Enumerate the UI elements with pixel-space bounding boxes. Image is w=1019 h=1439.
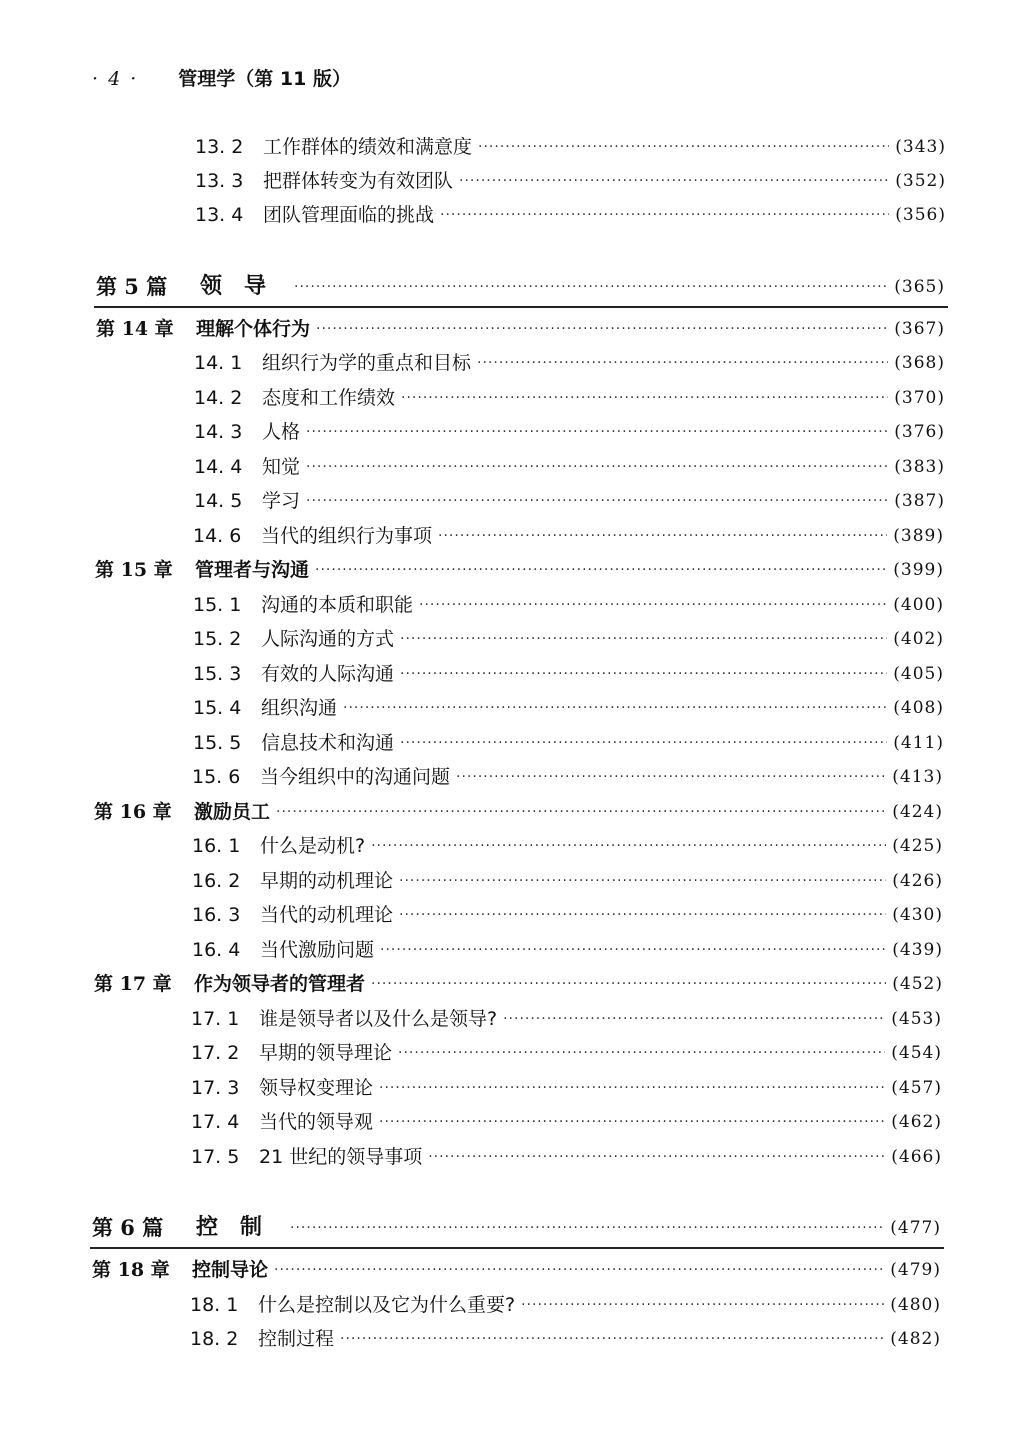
entry-number: 13. 2 [195,136,244,158]
dot-leader [290,1213,884,1243]
dot-leader [401,383,888,413]
entry-page: (405) [893,664,944,684]
entry-title: 沟通的本质和职能 [261,594,414,616]
entry-number: 14. 5 [194,490,243,512]
entry-number: 18. 2 [190,1328,239,1350]
toc-section [193,728,944,758]
entry-page: (365) [894,277,945,297]
toc-section [191,1142,942,1172]
dot-leader [379,1107,885,1137]
entry-number: 17. 1 [191,1008,240,1030]
entry-page: (387) [894,491,945,511]
entry-title: 早期的领导理论 [259,1042,393,1064]
entry-page: (408) [893,698,944,718]
toc-section [194,486,945,516]
toc-section [195,166,946,196]
dot-leader [477,348,888,378]
entry-title: 激励员工 [194,801,271,823]
toc-section [192,831,943,861]
toc-section [190,1290,941,1320]
dot-leader [371,831,886,861]
entry-title: 21 世纪的领导事项 [259,1146,423,1168]
dot-leader [316,314,888,344]
entry-number: 第 6 篇 [92,1215,164,1240]
dot-leader [340,1324,884,1354]
entry-number: 第 17 章 [94,973,172,995]
dot-leader [400,659,887,689]
running-title: 管理学（第 11 版） [178,68,351,90]
entry-number: 13. 3 [195,170,244,192]
toc-chapter [95,555,944,585]
dot-leader [521,1290,884,1320]
entry-title: 人格 [262,421,301,443]
entry-page: (439) [892,940,943,960]
entry-number: 18. 1 [190,1294,239,1316]
entry-page: (376) [894,422,945,442]
dot-leader [428,1142,885,1172]
dot-leader [380,935,886,965]
dot-leader [400,728,887,758]
entry-number: 第 14 章 [96,318,174,340]
dot-leader [294,272,888,302]
entry-title: 有效的人际沟通 [261,663,395,685]
entry-title: 组织沟通 [261,697,338,719]
entry-page: (411) [893,733,944,753]
entry-title: 早期的动机理论 [260,870,394,892]
toc-section [195,132,946,162]
entry-number: 13. 4 [195,204,244,226]
toc-section [193,521,944,551]
entry-page: (430) [892,905,943,925]
entry-number: 17. 5 [191,1146,240,1168]
toc-section [194,383,945,413]
entry-page: (482) [890,1329,941,1349]
entry-number: 15. 4 [193,697,242,719]
entry-page: (356) [895,205,946,225]
dot-leader [459,166,889,196]
entry-title: 什么是动机? [260,835,366,857]
entry-title: 知觉 [262,456,301,478]
dot-leader [438,521,887,551]
entry-number: 第 15 章 [95,559,173,581]
entry-number: 14. 3 [194,421,243,443]
toc-section [193,659,944,689]
dot-leader [306,486,888,516]
dot-leader [440,200,889,230]
entry-page: (426) [892,871,943,891]
toc-section [194,417,945,447]
entry-title: 领导 [200,274,289,299]
dot-leader [478,132,889,162]
dot-leader [399,900,886,930]
toc-section [191,1073,942,1103]
toc-section [195,200,946,230]
dot-leader [398,1038,885,1068]
toc-section [191,1107,942,1137]
entry-number: 14. 1 [194,352,243,374]
entry-number: 16. 1 [192,835,241,857]
entry-number: 16. 4 [192,939,241,961]
dot-leader [371,969,886,999]
dot-leader [399,866,886,896]
dot-leader [306,417,888,447]
entry-number: 16. 3 [192,904,241,926]
toc-section [193,693,944,723]
entry-title: 谁是领导者以及什么是领导? [259,1008,498,1030]
entry-title: 当代的动机理论 [260,904,394,926]
entry-page: (389) [893,526,944,546]
entry-page: (453) [891,1009,942,1029]
entry-number: 第 5 篇 [96,274,168,299]
entry-page: (367) [894,319,945,339]
entry-page: (424) [892,802,943,822]
entry-title: 当代的组织行为事项 [261,525,433,547]
entry-page: (477) [890,1218,941,1238]
entry-page: (343) [895,137,946,157]
entry-title: 工作群体的绩效和满意度 [263,136,473,158]
toc-section [192,900,943,930]
toc-section [193,624,944,654]
entry-title: 理解个体行为 [196,318,311,340]
toc-section [192,762,943,792]
entry-title: 人际沟通的方式 [261,628,395,650]
entry-page: (402) [893,629,944,649]
entry-number: 17. 4 [191,1111,240,1133]
entry-number: 15. 1 [193,594,242,616]
dot-leader [379,1073,885,1103]
entry-page: (454) [891,1043,942,1063]
entry-page: (383) [894,457,945,477]
toc-chapter [94,969,943,999]
entry-number: 第 18 章 [92,1259,170,1281]
entry-number: 15. 2 [193,628,242,650]
page-header [92,64,351,91]
dot-leader [274,1255,884,1285]
entry-title: 管理者与沟通 [195,559,310,581]
entry-title: 当今组织中的沟通问题 [260,766,451,788]
dot-leader [276,797,886,827]
entry-title: 组织行为学的重点和目标 [262,352,472,374]
dot-leader [306,452,888,482]
entry-page: (413) [892,767,943,787]
entry-page: (400) [893,595,944,615]
entry-page: (457) [891,1078,942,1098]
entry-page: (462) [891,1112,942,1132]
entry-title: 控制 [196,1215,285,1240]
entry-title: 控制过程 [258,1328,335,1350]
entry-number: 14. 4 [194,456,243,478]
toc-part [96,272,945,302]
toc-section [191,1004,942,1034]
dot-leader [400,624,887,654]
entry-title: 态度和工作绩效 [262,387,396,409]
entry-title: 作为领导者的管理者 [194,973,366,995]
entry-number: 14. 2 [194,387,243,409]
entry-page: (452) [892,974,943,994]
entry-page: (368) [894,353,945,373]
entry-page: (425) [892,836,943,856]
toc-section [194,452,945,482]
entry-number: 16. 2 [192,870,241,892]
toc-section [193,590,944,620]
entry-number: 15. 5 [193,732,242,754]
toc-section [192,935,943,965]
dot-leader [419,590,887,620]
entry-title: 学习 [262,490,301,512]
entry-page: (370) [894,388,945,408]
entry-title: 什么是控制以及它为什么重要? [258,1294,516,1316]
entry-title: 当代的领导观 [259,1111,374,1133]
dot-leader [343,693,887,723]
dot-leader [503,1004,885,1034]
entry-title: 团队管理面临的挑战 [263,204,435,226]
entry-page: (479) [890,1260,941,1280]
toc-chapter [92,1255,941,1285]
entry-number: 15. 6 [192,766,241,788]
part-rule [94,306,948,308]
entry-page: (399) [893,560,944,580]
entry-number: 15. 3 [193,663,242,685]
entry-number: 17. 3 [191,1077,240,1099]
entry-page: (466) [891,1147,942,1167]
dot-leader [315,555,887,585]
entry-page: (352) [895,171,946,191]
toc-chapter [94,797,943,827]
entry-title: 把群体转变为有效团队 [263,170,454,192]
toc-section [191,1038,942,1068]
entry-number: 17. 2 [191,1042,240,1064]
dot-leader [456,762,886,792]
entry-title: 控制导论 [192,1259,269,1281]
entry-number: 第 16 章 [94,801,172,823]
part-rule [90,1247,944,1249]
toc-section [192,866,943,896]
entry-number: 14. 6 [193,525,242,547]
toc-chapter [96,314,945,344]
entry-title: 领导权变理论 [259,1077,374,1099]
entry-title: 当代激励问题 [260,939,375,961]
entry-page: (480) [890,1295,941,1315]
toc-part [92,1213,941,1243]
toc-section [194,348,945,378]
page-number: · 4 · [92,68,139,90]
entry-title: 信息技术和沟通 [261,732,395,754]
toc-section [190,1324,941,1354]
